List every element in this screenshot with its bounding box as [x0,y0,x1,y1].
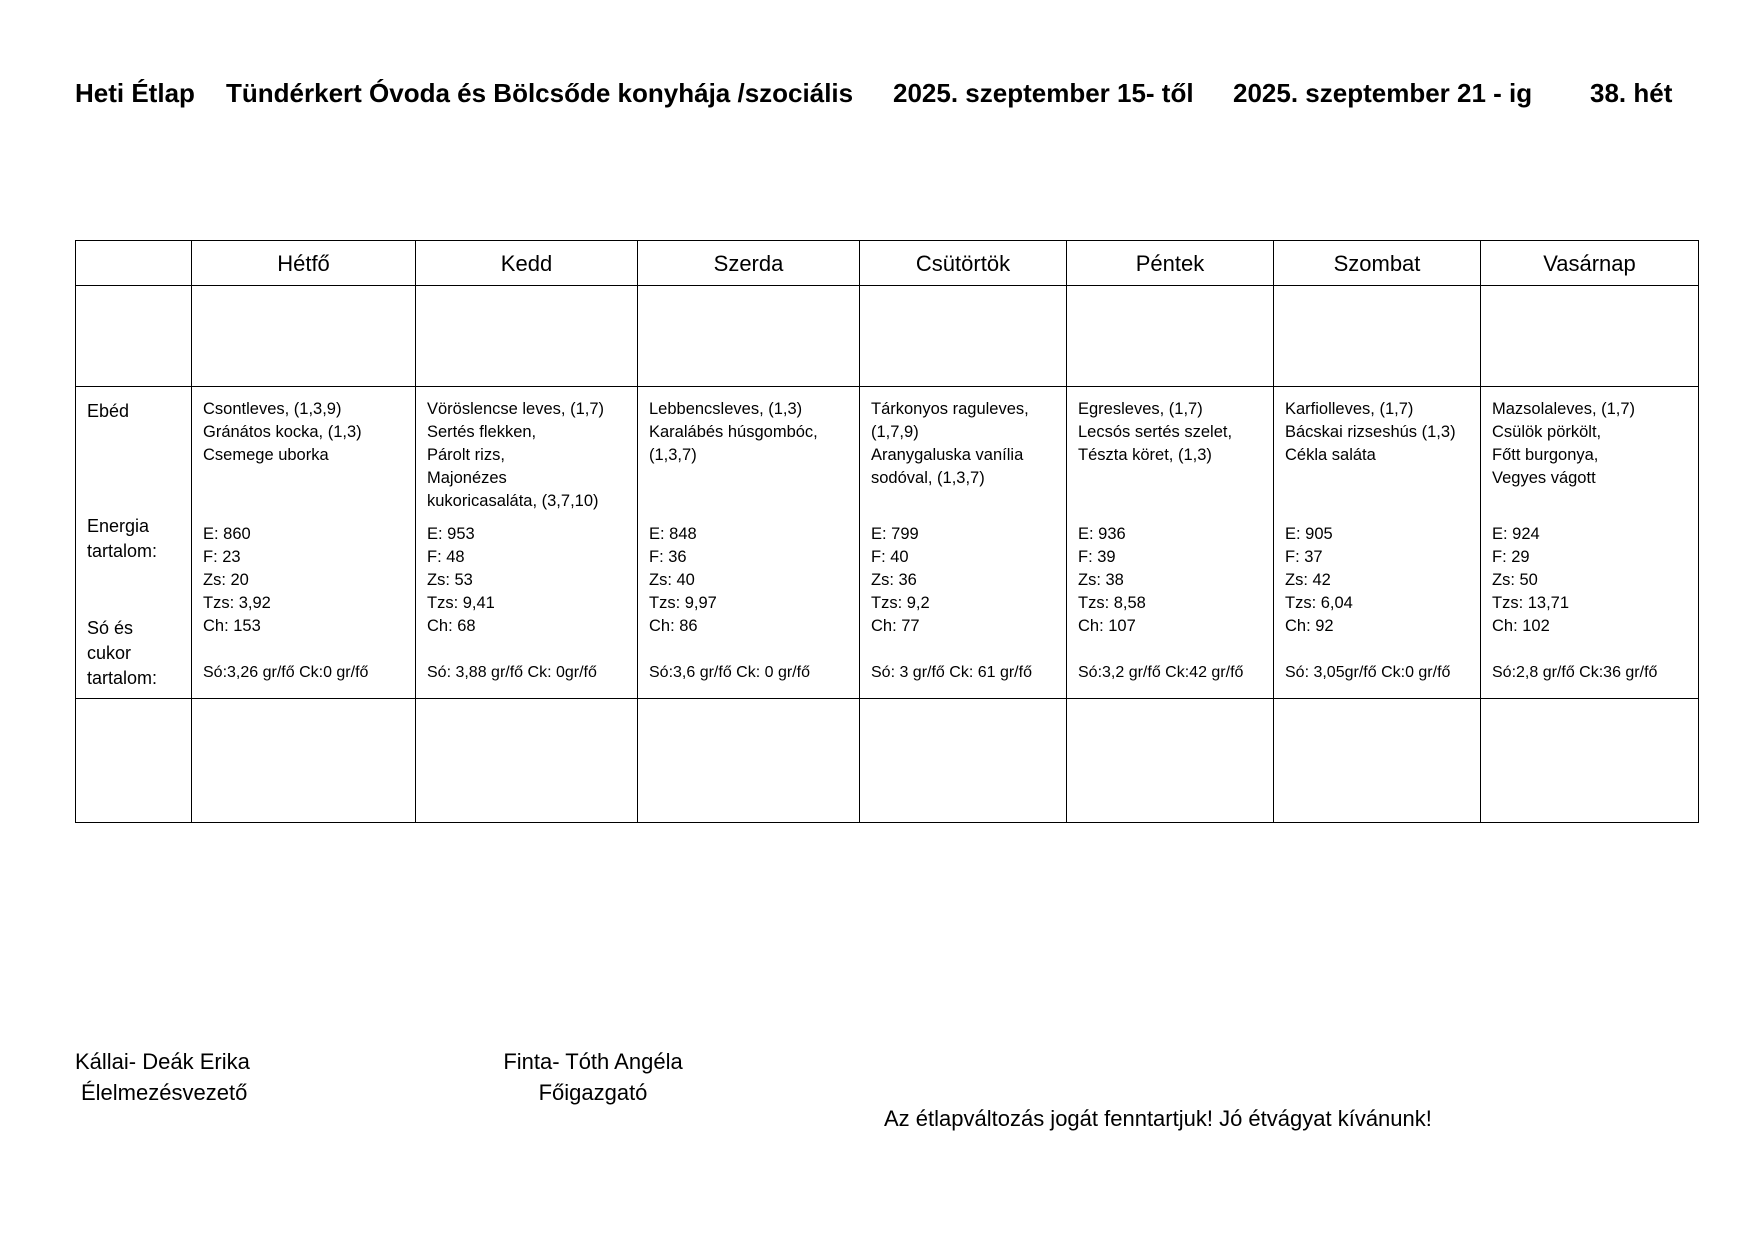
nutrition-value: F: 29 [1492,548,1530,566]
nutrition-value: F: 40 [871,548,909,566]
nutrition-value: Tzs: 6,04 [1285,594,1353,612]
week-number: 38. hét [1590,78,1673,108]
dish-item: Egresleves, (1,7) [1078,400,1203,418]
energy-label [87,514,157,564]
nutrition-value: F: 36 [649,548,687,566]
page-header [0,78,1754,112]
empty-cell [1274,286,1481,387]
row-label-cell [76,387,192,699]
day-header: Vasárnap [1481,241,1699,286]
salt-sugar-value: Só: 3,88 gr/fő Ck: 0gr/fő [427,664,597,681]
empty-cell [192,699,416,823]
salt-label-line: cukor [87,643,132,663]
dish-item: Lecsós sertés szelet, [1078,423,1233,441]
dish-item: Főtt burgonya, [1492,446,1599,464]
day-cell-tuesday [416,387,638,699]
dish-list [427,398,633,513]
nutrition-value: E: 936 [1078,525,1126,543]
day-header: Csütörtök [860,241,1067,286]
dish-item: Vegyes vágott [1492,469,1596,487]
date-to: 2025. szeptember 21 - ig [1233,78,1533,108]
dish-item: Vöröslencse leves, (1,7) [427,400,604,418]
dish-item: sodóval, (1,3,7) [871,469,985,487]
nutrition-value: Zs: 38 [1078,571,1124,589]
dish-item: Párolt rizs, [427,446,505,464]
empty-cell [192,286,416,387]
dish-item: (1,7,9) [871,423,919,441]
nutrition-value: Zs: 36 [871,571,917,589]
nutrition-value: Ch: 68 [427,617,476,635]
nutrition-value: Zs: 20 [203,571,249,589]
nutrition-list [1492,523,1694,638]
day-header: Kedd [416,241,638,286]
day-cell-wednesday [638,387,860,699]
signature-director [493,1046,693,1108]
dish-item: Csülök pörkölt, [1492,423,1602,441]
signature-title: Főigazgató [538,1080,648,1105]
nutrition-value: Ch: 102 [1492,617,1550,635]
nutrition-value: E: 953 [427,525,475,543]
dish-item: Tárkonyos raguleves, [871,400,1029,418]
dish-item: Csontleves, (1,3,9) [203,400,342,418]
salt-sugar-value: Só: 3,05gr/fő Ck:0 gr/fő [1285,664,1451,681]
signature-name: Finta- Tóth Angéla [503,1049,683,1074]
dish-item: Lebbencsleves, (1,3) [649,400,803,418]
salt-sugar-label [87,616,157,691]
lunch-label: Ebéd [87,401,130,421]
dish-item: Tészta köret, (1,3) [1078,446,1212,464]
salt-sugar-value: Só:3,26 gr/fő Ck:0 gr/fő [203,664,369,681]
salt-label-line: Só és [87,618,134,638]
dish-item: Csemege uborka [203,446,329,464]
salt-label-line: tartalom: [87,668,158,688]
empty-cell [416,286,638,387]
nutrition-value: Ch: 107 [1078,617,1136,635]
empty-cell [1067,286,1274,387]
lunch-row [76,387,1699,699]
nutrition-list [1285,523,1476,638]
nutrition-value: Ch: 153 [203,617,261,635]
nutrition-list [871,523,1062,638]
nutrition-value: Tzs: 8,58 [1078,594,1146,612]
corner-cell [76,241,192,286]
day-cell-monday [192,387,416,699]
nutrition-value: E: 848 [649,525,697,543]
nutrition-value: E: 924 [1492,525,1540,543]
empty-cell [1481,699,1699,823]
empty-row [76,699,1699,823]
empty-cell [1481,286,1699,387]
nutrition-value: Tzs: 9,2 [871,594,930,612]
day-header: Szombat [1274,241,1481,286]
empty-cell [416,699,638,823]
dish-item: Karfiolleves, (1,7) [1285,400,1414,418]
empty-cell [1274,699,1481,823]
dish-item: Sertés flekken, [427,423,537,441]
empty-cell [76,699,192,823]
signature-kitchen-manager [75,1046,250,1108]
nutrition-value: E: 860 [203,525,251,543]
day-cell-friday [1067,387,1274,699]
footer-note: Az étlapváltozás jogát fenntartjuk! Jó étvágyat kívánunk! [884,1106,1432,1131]
signature-name: Kállai- Deák Erika [75,1049,250,1074]
signature-title: Élelmezésvezető [81,1080,248,1105]
dish-item: Majonézes [427,469,507,487]
nutrition-value: E: 905 [1285,525,1333,543]
dish-item: Aranygaluska vanília [871,446,1024,464]
empty-cell [1067,699,1274,823]
dish-list [871,398,1062,490]
dish-item: (1,3,7) [649,446,697,464]
dish-list [1078,398,1269,467]
nutrition-value: Ch: 86 [649,617,698,635]
dish-list [203,398,411,467]
nutrition-value: F: 48 [427,548,465,566]
weekly-menu-table [75,240,1699,823]
dish-item: Mazsolaleves, (1,7) [1492,400,1636,418]
date-from: 2025. szeptember 15- től [893,78,1194,108]
energy-label-line: tartalom: [87,541,158,561]
dish-list [649,398,855,467]
nutrition-value: F: 23 [203,548,241,566]
salt-sugar-value: Só:3,6 gr/fő Ck: 0 gr/fő [649,664,810,681]
nutrition-value: Ch: 92 [1285,617,1334,635]
nutrition-list [649,523,855,638]
day-cell-sunday [1481,387,1699,699]
energy-label-line: Energia [87,516,150,536]
day-header-row [76,241,1699,286]
nutrition-list [1078,523,1269,638]
nutrition-value: Tzs: 13,71 [1492,594,1570,612]
nutrition-value: F: 37 [1285,548,1323,566]
day-header: Szerda [638,241,860,286]
dish-item: Cékla saláta [1285,446,1376,464]
nutrition-list [427,523,633,638]
empty-cell [860,286,1067,387]
salt-sugar-value: Só:3,2 gr/fő Ck:42 gr/fő [1078,664,1244,681]
nutrition-value: Zs: 40 [649,571,695,589]
dish-item: kukoricasaláta, (3,7,10) [427,492,599,510]
nutrition-value: Zs: 53 [427,571,473,589]
day-cell-thursday [860,387,1067,699]
nutrition-value: Tzs: 9,41 [427,594,495,612]
salt-sugar-value: Só: 3 gr/fő Ck: 61 gr/fő [871,664,1032,681]
empty-cell [638,286,860,387]
salt-sugar-value: Só:2,8 gr/fő Ck:36 gr/fő [1492,664,1658,681]
empty-cell [860,699,1067,823]
day-header: Péntek [1067,241,1274,286]
nutrition-value: Ch: 77 [871,617,920,635]
empty-row [76,286,1699,387]
dish-item: Bácskai rizseshús (1,3) [1285,423,1456,441]
day-cell-saturday [1274,387,1481,699]
nutrition-list [203,523,411,638]
empty-cell [76,286,192,387]
dish-list [1285,398,1476,467]
day-header: Hétfő [192,241,416,286]
nutrition-value: Zs: 42 [1285,571,1331,589]
nutrition-value: E: 799 [871,525,919,543]
nutrition-value: Tzs: 3,92 [203,594,271,612]
nutrition-value: F: 39 [1078,548,1116,566]
dish-item: Gránátos kocka, (1,3) [203,423,362,441]
page-title: Heti Étlap [75,78,195,108]
dish-list [1492,398,1694,490]
dish-item: Karalábés húsgombóc, [649,423,818,441]
kitchen-name: Tündérkert Óvoda és Bölcsőde konyhája /szociális [226,78,854,108]
nutrition-value: Zs: 50 [1492,571,1538,589]
nutrition-value: Tzs: 9,97 [649,594,717,612]
empty-cell [638,699,860,823]
